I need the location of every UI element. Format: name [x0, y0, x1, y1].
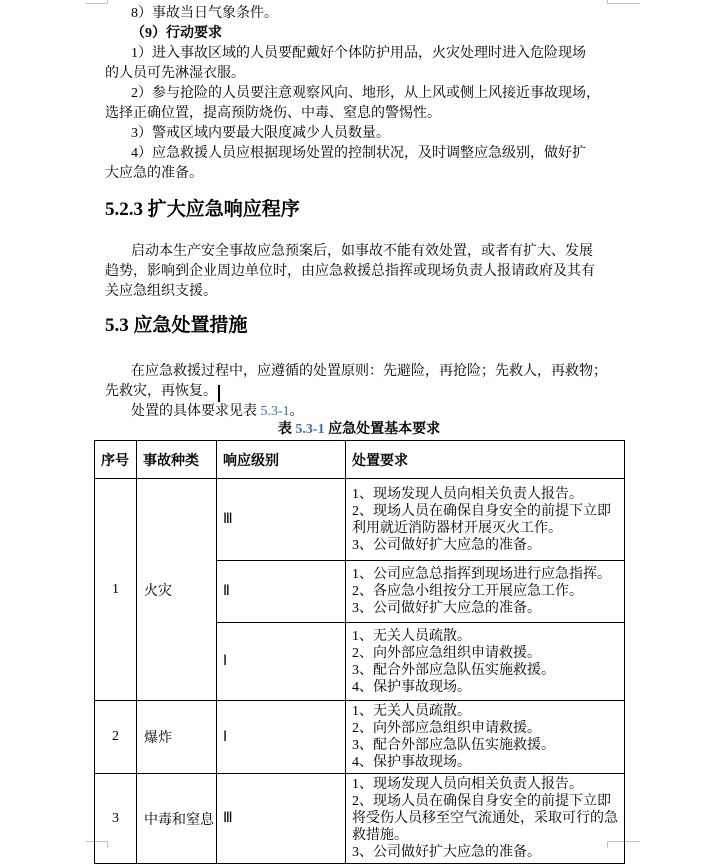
reference-prefix: 处置的具体要求见表 — [131, 404, 261, 419]
action-line: 3、公司做好扩大应急的准备。 — [352, 601, 541, 616]
cell-response-level: Ⅱ — [217, 561, 346, 623]
header-cell-index: 序号 — [95, 441, 137, 479]
cell-accident-type: 爆炸 — [137, 701, 217, 774]
document-body — [105, 4, 608, 422]
action-line: 2、各应急小组按分工开展应急工作。 — [352, 584, 583, 599]
action-line: 2、现场人员在确保自身安全的前提下立即将受伤人员移至空气流通处，采取可行的急救措施。 — [352, 794, 618, 843]
text-line: 大应急的准备。 — [105, 166, 203, 181]
emergency-response-table — [94, 440, 625, 864]
cell-response-level: Ⅲ — [217, 774, 346, 864]
cell-handling-requirements — [346, 774, 625, 864]
text-line: 2）参与抢险的人员要注意观察风向、地形，从上风或侧上风接近事故现场， — [131, 86, 600, 101]
header-cell-handling-requirements: 处置要求 — [346, 441, 625, 479]
crop-mark-top-right-tick — [607, 0, 608, 3]
caption-suffix: 应急处置基本要求 — [324, 422, 441, 437]
action-line: 3、公司做好扩大应急的准备。 — [352, 537, 541, 553]
table-header-row — [95, 441, 625, 479]
text-cursor — [218, 385, 220, 402]
action-line: 3、配合外部应急队伍实施救援。 — [352, 738, 555, 753]
action-line: 2、现场人员在确保自身安全的前提下立即利用就近消防器材开展灭火工作。 — [352, 503, 611, 536]
reference-suffix: 。 — [289, 404, 304, 419]
table-ref-link[interactable]: 5.3-1 — [260, 404, 290, 419]
action-line: 1、无关人员疏散。 — [352, 628, 471, 644]
action-line: 1、无关人员疏散。 — [352, 704, 471, 719]
text-line-table-reference — [105, 402, 608, 422]
action-line: 1、现场发现人员向相关负责人报告。 — [352, 486, 583, 502]
action-line: 1、现场发现人员向相关负责人报告。 — [352, 777, 583, 792]
text-line: 在应急救援过程中，应遵循的处置原则：先避险，再抢险；先救人，再救物； — [131, 364, 607, 379]
crop-mark-top-left-tick — [107, 0, 108, 3]
text-line: 启动本生产安全事故应急预案后，如事故不能有效处置，或者有扩大、发展 — [131, 244, 593, 259]
action-line: 3、公司做好扩大应急的准备。 — [352, 845, 541, 860]
section-heading-5-3: 5.3 应急处置措施 — [105, 315, 248, 336]
table-row-fire-level-3 — [95, 479, 625, 561]
cell-accident-type: 中毒和窒息 — [137, 774, 217, 864]
action-line: 4、保护事故现场。 — [352, 755, 471, 770]
text-line-action-requirements-heading: （9）行动要求 — [131, 26, 222, 41]
cell-handling-requirements — [346, 561, 625, 623]
text-line: 趋势，影响到企业周边单位时，由应急救援总指挥或现场负责人报请政府及其有 — [105, 264, 595, 279]
cell-response-level: Ⅲ — [217, 479, 346, 561]
table-caption — [94, 421, 624, 440]
cell-handling-requirements — [346, 479, 625, 561]
text-line: 1）进入事故区域的人员要配戴好个体防护用品，火灾处理时进入危险现场 — [131, 46, 586, 61]
action-line: 4、保护事故现场。 — [352, 679, 471, 695]
text-line: 先救灾，再恢复。 — [105, 384, 217, 399]
cell-index: 2 — [95, 701, 137, 774]
cell-response-level: Ⅰ — [217, 701, 346, 774]
text-line: 4）应急救援人员应根据现场处置的控制状况，及时调整应急级别，做好扩 — [131, 146, 586, 161]
action-line: 2、向外部应急组织申请救援。 — [352, 721, 541, 736]
table-row-poisoning-suffocation — [95, 774, 625, 864]
action-line: 2、向外部应急组织申请救援。 — [352, 645, 541, 661]
text-line: 8）事故当日气象条件。 — [131, 6, 278, 21]
cell-handling-requirements — [346, 701, 625, 774]
caption-prefix: 表 — [277, 422, 296, 437]
cell-response-level: Ⅰ — [217, 623, 346, 701]
header-cell-response-level: 响应级别 — [217, 441, 346, 479]
caption-ref-link[interactable]: 5.3-1 — [295, 422, 325, 437]
crop-mark-top-right — [607, 3, 640, 4]
cell-accident-type: 火灾 — [137, 479, 217, 701]
text-line: 选择正确位置，提高预防烧伤、中毒、窒息的警惕性。 — [105, 106, 441, 121]
action-line: 3、配合外部应急队伍实施救援。 — [352, 662, 555, 678]
action-line: 1、公司应急总指挥到现场进行应急指挥。 — [352, 567, 611, 582]
text-line: 的人员可先淋湿衣服。 — [105, 66, 245, 81]
cell-index: 1 — [95, 479, 137, 701]
text-line: 3）警戒区域内要最大限度减少人员数量。 — [131, 126, 390, 141]
header-cell-accident-type: 事故种类 — [137, 441, 217, 479]
cell-index: 3 — [95, 774, 137, 864]
section-heading-5-2-3: 5.2.3 扩大应急响应程序 — [105, 199, 300, 220]
text-line: 关应急组织支援。 — [105, 284, 217, 299]
cell-handling-requirements — [346, 623, 625, 701]
table-row-explosion — [95, 701, 625, 774]
